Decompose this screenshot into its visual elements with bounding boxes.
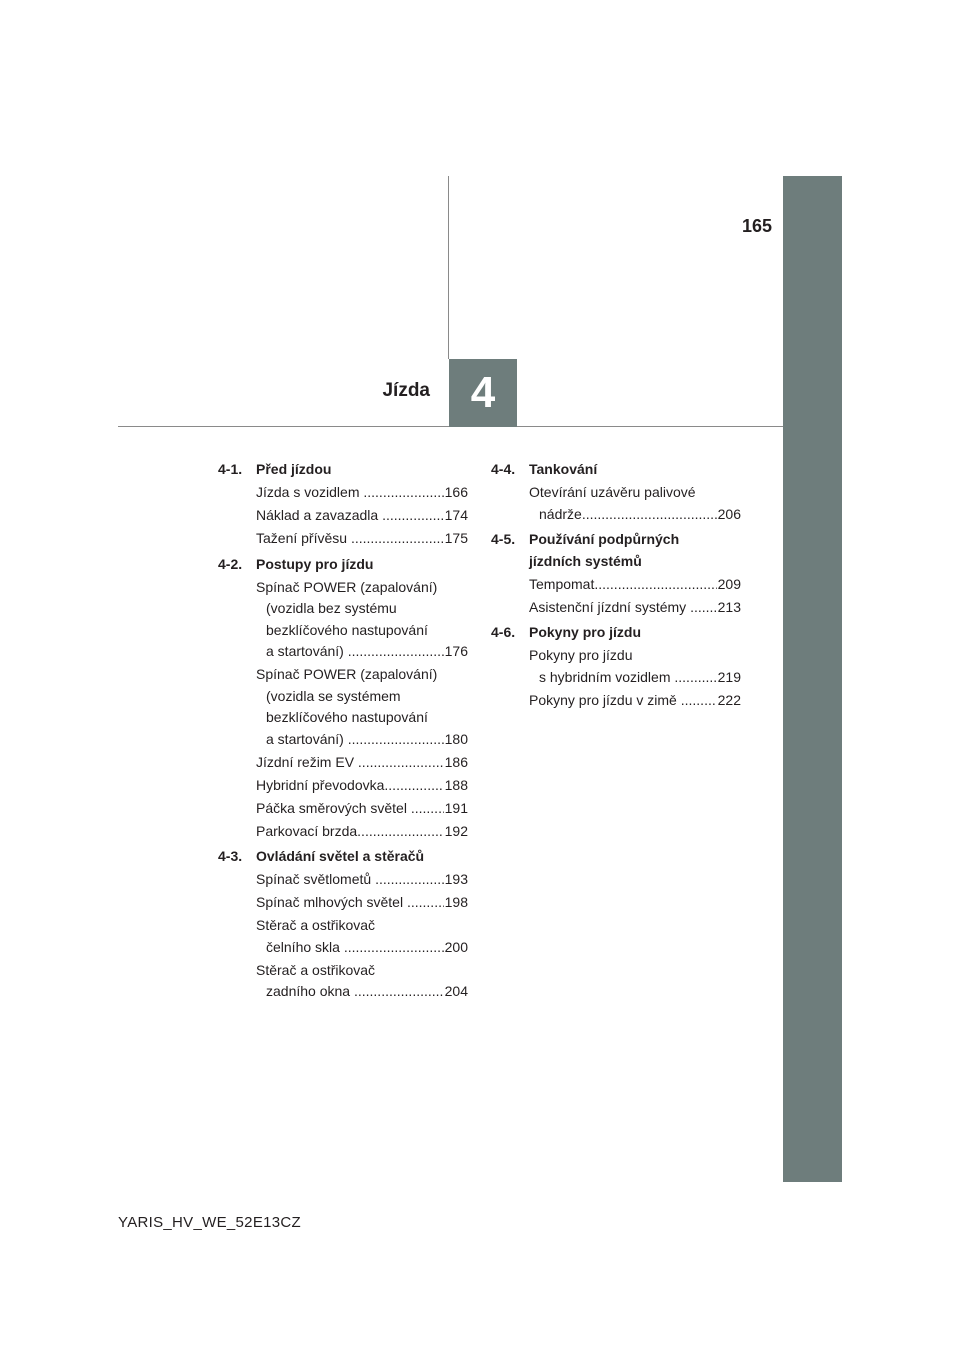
toc-section-title-line: Postupy pro jízdu <box>256 555 374 572</box>
toc-section-title <box>256 846 468 868</box>
dot-leader <box>375 869 444 891</box>
toc-section <box>491 529 741 618</box>
toc-entry-page: 198 <box>444 894 468 910</box>
header-vertical-rule <box>448 176 449 359</box>
toc-entry-text: Spínač mlhových světel <box>256 894 407 910</box>
toc-section-title-line: Tankování <box>529 461 598 477</box>
page-number: 165 <box>741 216 772 236</box>
toc-entry[interactable] <box>256 915 468 958</box>
dot-leader <box>354 981 444 1003</box>
toc-section-heading <box>218 554 468 576</box>
toc-entry-page: 192 <box>444 822 468 839</box>
toc-entry-text: Stěrač a ostřikovač <box>256 961 376 978</box>
dot-leader <box>363 482 443 504</box>
toc-entry-page: 206 <box>717 505 741 522</box>
dot-leader <box>594 574 716 596</box>
toc-entry-page: 200 <box>444 938 468 955</box>
toc-entry-page: 219 <box>717 668 741 685</box>
toc-section-number: 4-4. <box>491 461 516 477</box>
toc-entry-text: s hybridním vozidlem <box>539 668 675 685</box>
toc-entry[interactable] <box>256 892 468 914</box>
dot-leader <box>674 667 716 689</box>
toc-entry-page: 213 <box>717 598 741 615</box>
toc-entry[interactable] <box>529 574 741 596</box>
toc-section-number: 4-3. <box>218 848 243 864</box>
toc-section-title-line: Před jízdou <box>256 461 332 477</box>
toc-entry-text: Parkovací brzda <box>256 822 358 839</box>
toc-entry-text: Pokyny pro jízdu v zimě <box>529 691 681 708</box>
toc-section-number: 4-6. <box>491 624 516 640</box>
toc-entry[interactable] <box>256 821 468 843</box>
dot-leader <box>384 775 443 797</box>
toc-entry-page: 188 <box>444 776 468 793</box>
toc-entry-text: nádrže <box>539 505 582 522</box>
toc-column-left <box>218 459 468 1007</box>
toc-section-number: 4-1. <box>218 461 243 477</box>
toc-entry[interactable] <box>256 505 468 527</box>
toc-section-title <box>256 459 468 481</box>
toc-entry[interactable] <box>256 798 468 820</box>
dot-leader <box>358 752 444 774</box>
toc-entry-text: a startování) <box>266 730 348 747</box>
toc-entry-text: a startování) <box>266 643 348 659</box>
toc-entry[interactable] <box>256 775 468 797</box>
toc-section-title-line: Ovládání světel a stěračů <box>256 848 425 864</box>
toc-entry-text: Jízda s vozidlem <box>256 484 364 500</box>
toc-section <box>491 622 741 711</box>
toc-entry[interactable] <box>256 528 468 550</box>
chapter-side-tab <box>783 176 842 1182</box>
toc-entry-page: 191 <box>444 799 468 816</box>
toc-entry-page: 174 <box>444 507 468 523</box>
dot-leader <box>351 528 444 550</box>
toc-entry-page: 186 <box>444 753 468 770</box>
dot-leader <box>382 505 444 527</box>
toc-entry-page: 180 <box>444 730 468 747</box>
dot-leader <box>344 937 444 959</box>
toc-entry-text: Hybridní převodovka <box>256 776 385 793</box>
toc-entry-text: zadního okna <box>266 983 354 999</box>
toc-section-number: 4-2. <box>218 555 243 572</box>
toc-entry[interactable] <box>529 597 741 619</box>
toc-entry-text: Asistenční jízdní systémy <box>529 598 691 615</box>
dot-leader <box>690 597 717 619</box>
toc-section-title <box>529 622 741 644</box>
toc-entry-text: Tempomat <box>529 575 595 592</box>
toc-entry[interactable] <box>256 869 468 891</box>
toc-section-title <box>529 459 741 481</box>
toc-entry-page: 176 <box>444 643 468 659</box>
toc-section-title <box>529 529 741 572</box>
dot-leader <box>348 729 444 751</box>
toc-entry-text: bezklíčového nastupování <box>266 621 428 638</box>
document-code: YARIS_HV_WE_52E13CZ <box>118 1214 301 1231</box>
toc-entry-text: bezklíčového nastupování <box>266 709 428 725</box>
dot-leader <box>681 690 717 712</box>
toc-section-heading <box>491 622 741 644</box>
toc-entry-page: 204 <box>444 983 468 999</box>
toc-entry[interactable] <box>256 482 468 504</box>
toc-entry-text: Náklad a zavazadla <box>256 507 383 523</box>
toc-section-heading <box>218 459 468 481</box>
toc-section-heading <box>491 459 741 481</box>
dot-leader <box>411 798 444 820</box>
chapter-title: Jízda <box>382 380 430 401</box>
toc-entry-text: Spínač POWER (zapalování) <box>256 578 438 595</box>
toc-section-heading <box>491 529 741 572</box>
toc-section <box>218 846 468 1003</box>
toc-entry-page: 175 <box>444 530 468 546</box>
toc-entry-text: Páčka směrových světel <box>256 799 411 816</box>
toc-entry-text: Stěrač a ostřikovač <box>256 917 376 933</box>
toc-entry-text: Otevírání uzávěru palivové <box>529 484 696 500</box>
toc-entry-text: Spínač světlometů <box>256 871 376 887</box>
dot-leader <box>407 892 444 914</box>
dot-leader <box>348 641 444 663</box>
toc-entry-text: Pokyny pro jízdu <box>529 647 633 663</box>
toc-section-title-line: jízdních systémů <box>529 552 642 569</box>
toc-entry-text: Tažení přívěsu <box>256 530 351 546</box>
toc-entry-text: (vozidla bez systému <box>266 600 397 616</box>
toc-entry[interactable] <box>529 690 741 712</box>
dot-leader <box>357 821 443 843</box>
toc-entry[interactable] <box>256 664 468 750</box>
toc-entry[interactable] <box>256 577 468 663</box>
toc-entry[interactable] <box>256 960 468 1003</box>
toc-section-number: 4-5. <box>491 531 516 547</box>
chapter-number: 4 <box>470 368 496 417</box>
toc-section-heading <box>218 846 468 868</box>
chapter-number-box <box>449 359 517 427</box>
toc-section <box>218 554 468 843</box>
toc-section-title-line: Používání podpůrných <box>529 531 680 547</box>
toc-section <box>491 459 741 525</box>
toc-entry[interactable] <box>256 752 468 774</box>
toc-entry-page: 222 <box>717 691 741 708</box>
toc-entry-text: (vozidla se systémem <box>266 687 401 704</box>
toc-entry-text: Jízdní režim EV <box>256 753 358 770</box>
toc-entry[interactable] <box>529 482 741 525</box>
toc-entry-page: 193 <box>444 871 468 887</box>
toc-column-right <box>491 459 741 715</box>
toc-section-title <box>256 554 468 576</box>
toc-entry-page: 209 <box>717 575 741 592</box>
dot-leader <box>582 504 717 526</box>
toc-entry-page: 166 <box>444 484 468 500</box>
toc-entry-text: čelního skla <box>266 938 344 955</box>
toc-entry[interactable] <box>529 645 741 688</box>
toc-section-title-line: Pokyny pro jízdu <box>529 624 642 640</box>
toc-entry-text: Spínač POWER (zapalování) <box>256 666 438 682</box>
toc-section <box>218 459 468 550</box>
